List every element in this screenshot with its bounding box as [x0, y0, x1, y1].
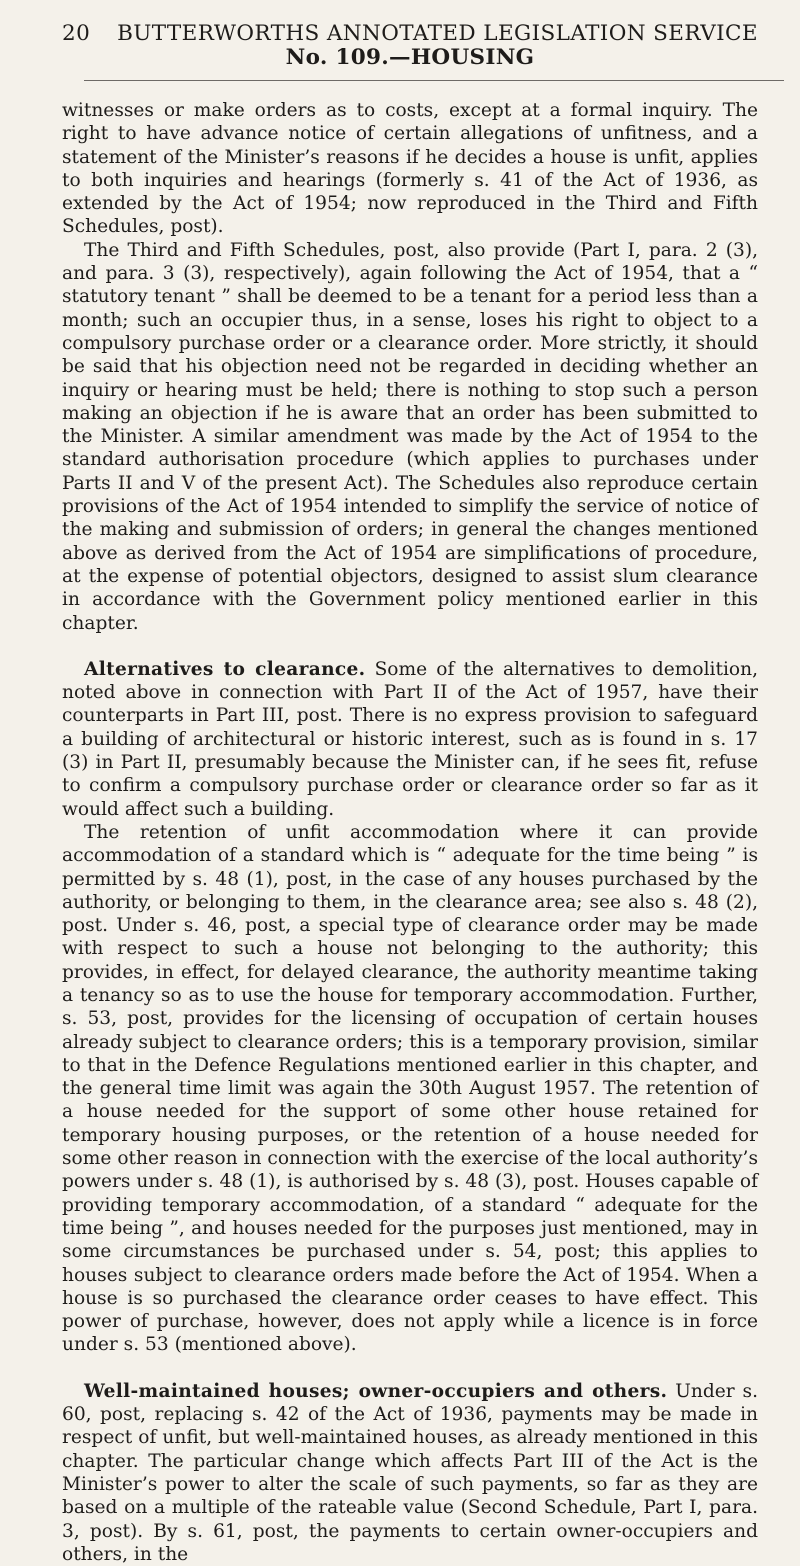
header-divider [84, 80, 784, 81]
paragraph: The retention of unfit accommodation where it can provide accommodation of a standard which is “ adequate for the time being ” is permitted by s. 48 (1), post, in the case of any houses purchased by the authority, or belonging to them, in the clearance area; see also s. 48 (2), post. Under s. 46, post, a special type of clearance order may be made with respect to such a house not belonging to the authority; this provides, in effect, for delayed clearance, the authority meantime taking a tenancy so as to use the house for temporary accommodation. Further, s. 53, post, provides for the licensing of occupation of certain houses already subject to clearance orders; this is a temporary provision, similar to that in the Defence Regulations mentioned earlier in this chapter, and the general time limit was again the 30th August 1957. The retention of a house needed for the support of some other house retained for temporary housing purposes, or the retention of a house needed for some other reason in connection with the exercise of the local authority’s powers under s. 48 (1), is authorised by s. 48 (3), post. Houses capable of providing temporary accommodation, of a standard “ adequate for the time being ”, and houses needed for the purposes just mentioned, may in some circumstances be purchased under s. 54, post; this applies to houses subject to clearance orders made before the Act of 1954. When a house is so purchased the clearance order ceases to have effect. This power of purchase, however, does not apply while a licence is in force under s. 53 (mentioned above). [62, 821, 758, 1356]
section-heading: Alternatives to clearance. [84, 658, 366, 680]
section-paragraph [62, 1380, 758, 1566]
running-title: BUTTERWORTHS ANNOTATED LEGISLATION SERVICE [117, 21, 758, 46]
section-paragraph [62, 658, 758, 821]
page-number: 20 [62, 21, 91, 46]
paragraph: The Third and Fifth Schedules, post, also provide (Part I, para. 2 (3), and para. 3 (3), respectively), again following the Act of 1954, that a “ statutory tenant ” shall be deemed to be a tenant for a period less than a month; such an occupier thus, in a sense, loses his right to object to a compulsory purchase order or a clearance order. More strictly, it should be said that his objection need not be regarded in deciding whether an inquiry or hearing must be held; there is nothing to stop such a person making an objection if he is aware that an order has been submitted to the Minister. A similar amendment was made by the Act of 1954 to the standard authorisation procedure (which applies to purchases under Parts II and V of the present Act). The Schedules also reproduce certain provisions of the Act of 1954 intended to simplify the service of notice of the making and submission of orders; in general the changes mentioned above as derived from the Act of 1954 are simplifications of procedure, at the expense of potential objectors, designed to assist slum clearance in accordance with the Government policy mentioned earlier in this chapter. [62, 239, 758, 634]
running-head [62, 22, 758, 46]
paragraph: witnesses or make orders as to costs, except at a formal inquiry. The right to have advance notice of certain allegations of unfitness, and a statement of the Minister’s reasons if he decides a house is unfit, applies to both inquiries and hearings (formerly s. 41 of the Act of 1936, as extended by the Act of 1954; now reproduced in the Third and Fifth Schedules, post). [62, 100, 758, 238]
paragraph-text: Some of the alternatives to demolition, noted above in connection with Part II of the Act of 1957, have their counterparts in Part III, post. There is no express provision to safeguard a building of architectural or historic interest, such as is found in s. 17 (3) in Part II, presumably because the Minister can, if he sees fit, refuse to confirm a compulsory purchase order or clearance order so far as it would affect such a building. [62, 658, 758, 820]
body-text [62, 99, 758, 1566]
chapter-subtitle: No. 109.—HOUSING [285, 45, 535, 70]
paragraph-text: Under s. 60, post, replacing s. 42 of the Act of 1936, payments may be made in respect of unfit, but well-maintained houses, as already mentioned in this chapter. The particular change which affects Part III of the Act is the Minister’s power to alter the scale of such payments, so far as they are based on a multiple of the rateable value (Second Schedule, Part I, para. 3, post). By s. 61, post, the payments to certain owner-occupiers and others, in the [62, 1380, 758, 1565]
section-heading: Well-maintained houses; owner-occupiers and others. [84, 1380, 668, 1402]
